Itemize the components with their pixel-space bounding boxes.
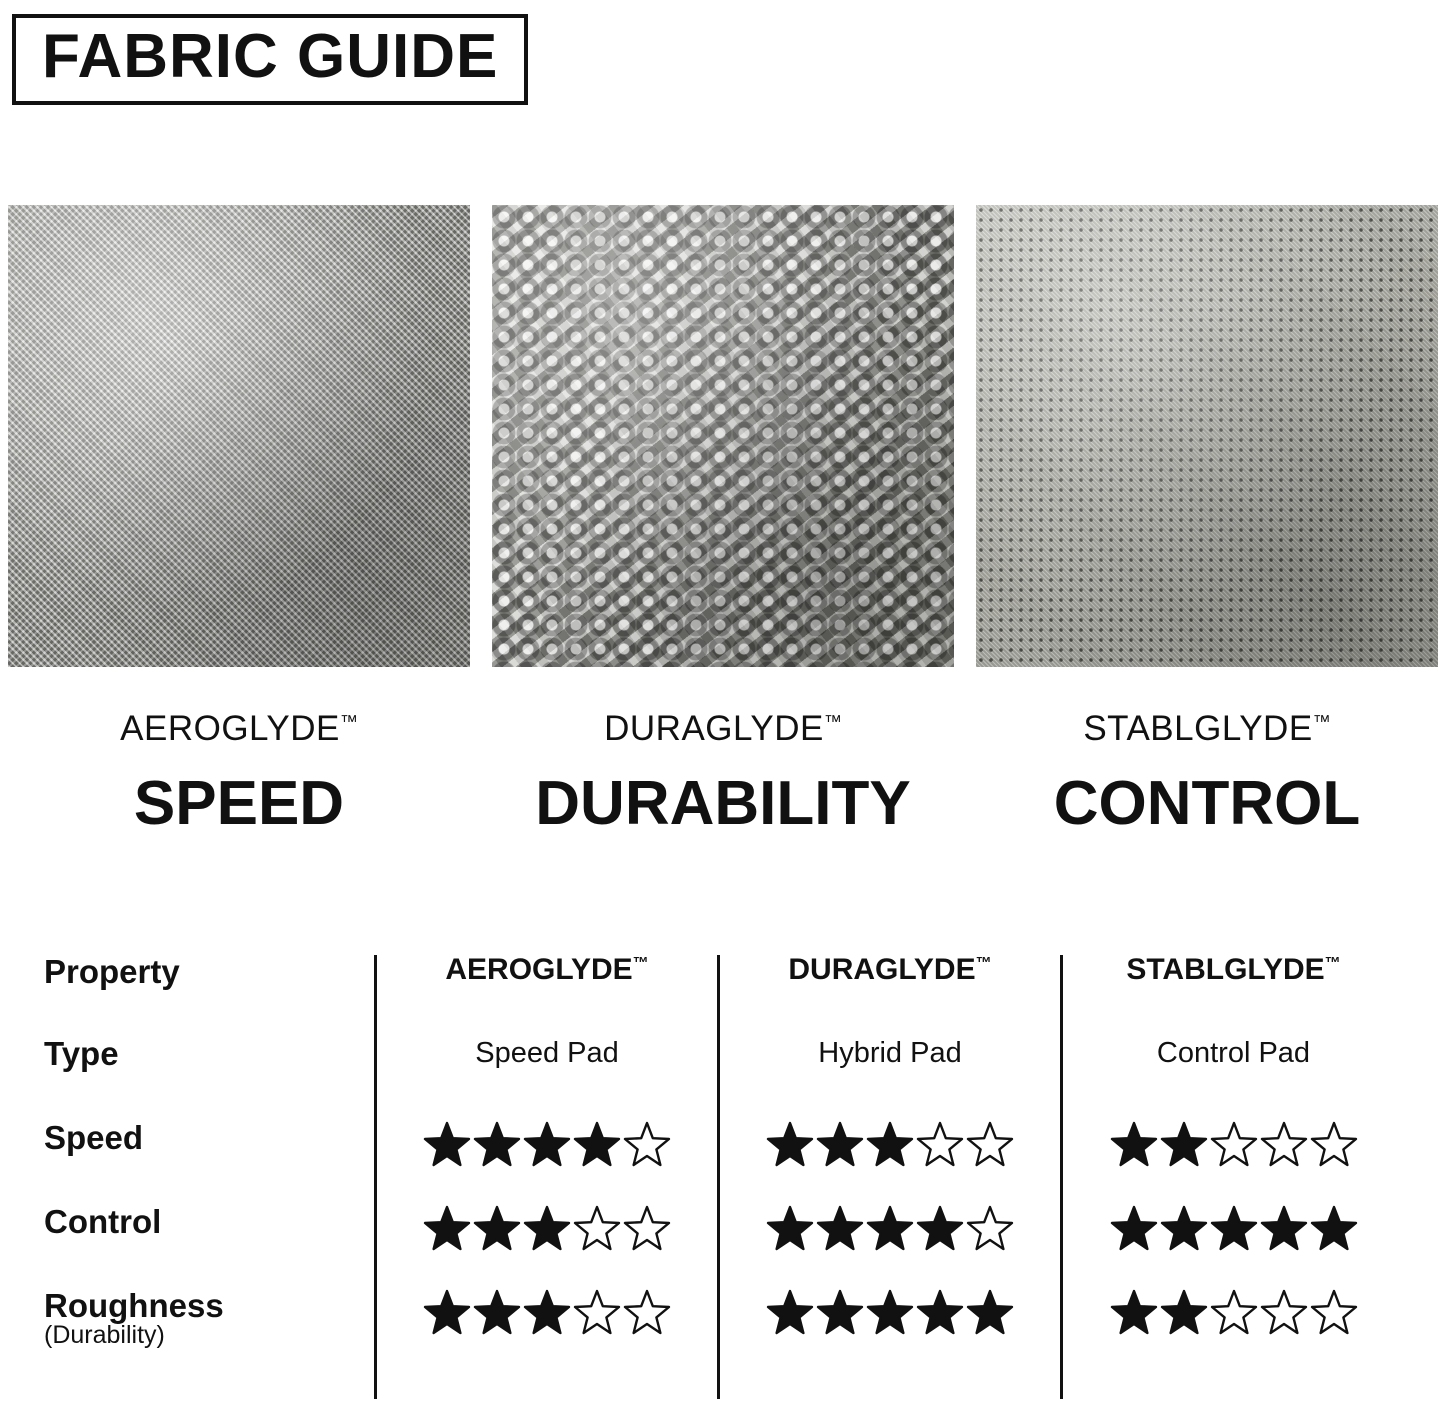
page-title: FABRIC GUIDE	[42, 22, 499, 91]
cell-speed-aeroglyde	[374, 1121, 717, 1205]
trademark-symbol: ™	[339, 711, 358, 732]
star-rating	[385, 1205, 709, 1251]
table-header-stablglyde	[1060, 955, 1404, 1037]
swatch-sheen-overlay	[8, 205, 470, 667]
cell-control-stablglyde	[1060, 1205, 1404, 1289]
trademark-symbol: ™	[632, 955, 649, 972]
fabric-swatch-image-aeroglyde	[8, 205, 470, 667]
table-header-row	[44, 955, 1404, 1037]
swatch-brand-label-aeroglyde	[8, 709, 470, 749]
table-header-property: Property	[44, 953, 180, 990]
star-rating	[1071, 1205, 1396, 1251]
cell-speed-stablglyde	[1060, 1121, 1404, 1205]
column-name: STABLGLYDE	[1126, 953, 1325, 986]
star-rating	[728, 1121, 1052, 1167]
swatch-column-aeroglyde	[8, 205, 470, 838]
trademark-symbol: ™	[1324, 955, 1341, 972]
table-header-duraglyde	[717, 955, 1060, 1037]
column-name: AEROGLYDE	[445, 953, 633, 986]
table-row-control	[44, 1205, 1404, 1289]
swatch-column-duraglyde	[492, 205, 954, 838]
table-header-aeroglyde	[374, 955, 717, 1037]
cell-type-duraglyde: Hybrid Pad	[717, 1037, 1060, 1121]
cell-type-aeroglyde: Speed Pad	[374, 1037, 717, 1121]
row-label-cell: Type	[44, 1035, 119, 1072]
cell-type-stablglyde: Control Pad	[1060, 1037, 1404, 1121]
comparison-table	[44, 955, 1404, 1399]
row-label-cell: Control	[44, 1203, 162, 1240]
table-row-speed	[44, 1121, 1404, 1205]
star-rating	[385, 1121, 709, 1167]
star-rating	[1071, 1289, 1396, 1335]
star-rating	[728, 1205, 1052, 1251]
fabric-swatch-image-duraglyde	[492, 205, 954, 667]
cell-roughness-stablglyde	[1060, 1289, 1404, 1399]
swatch-brand-name: STABLGLYDE	[1083, 709, 1313, 748]
fabric-swatch-image-stablglyde	[976, 205, 1438, 667]
swatch-brand-label-duraglyde	[492, 709, 954, 749]
swatch-row	[8, 205, 1438, 838]
page-title-box	[12, 14, 528, 105]
cell-roughness-duraglyde	[717, 1289, 1060, 1399]
swatch-benefit-duraglyde: DURABILITY	[535, 769, 911, 838]
swatch-benefit-stablglyde: CONTROL	[1053, 769, 1361, 838]
cell-roughness-aeroglyde	[374, 1289, 717, 1399]
cell-control-aeroglyde	[374, 1205, 717, 1289]
swatch-brand-label-stablglyde	[976, 709, 1438, 749]
swatch-sheen-overlay	[976, 205, 1438, 667]
table-row-roughness	[44, 1289, 1404, 1399]
swatch-brand-name: DURAGLYDE	[604, 709, 824, 748]
trademark-symbol: ™	[823, 711, 842, 732]
table-row-type	[44, 1037, 1404, 1121]
column-name: DURAGLYDE	[788, 953, 976, 986]
swatch-benefit-aeroglyde: SPEED	[133, 769, 345, 838]
cell-speed-duraglyde	[717, 1121, 1060, 1205]
cell-control-duraglyde	[717, 1205, 1060, 1289]
trademark-symbol: ™	[975, 955, 992, 972]
row-label-cell: Roughness (Durability)	[44, 1289, 374, 1399]
trademark-symbol: ™	[1312, 711, 1331, 732]
row-sublabel: (Durability)	[44, 1321, 165, 1349]
row-label-cell: Speed	[44, 1119, 144, 1156]
star-rating	[385, 1289, 709, 1335]
swatch-brand-name: AEROGLYDE	[120, 709, 340, 748]
star-rating	[1071, 1121, 1396, 1167]
swatch-column-stablglyde	[976, 205, 1438, 838]
swatch-sheen-overlay	[492, 205, 954, 667]
star-rating	[728, 1289, 1052, 1335]
